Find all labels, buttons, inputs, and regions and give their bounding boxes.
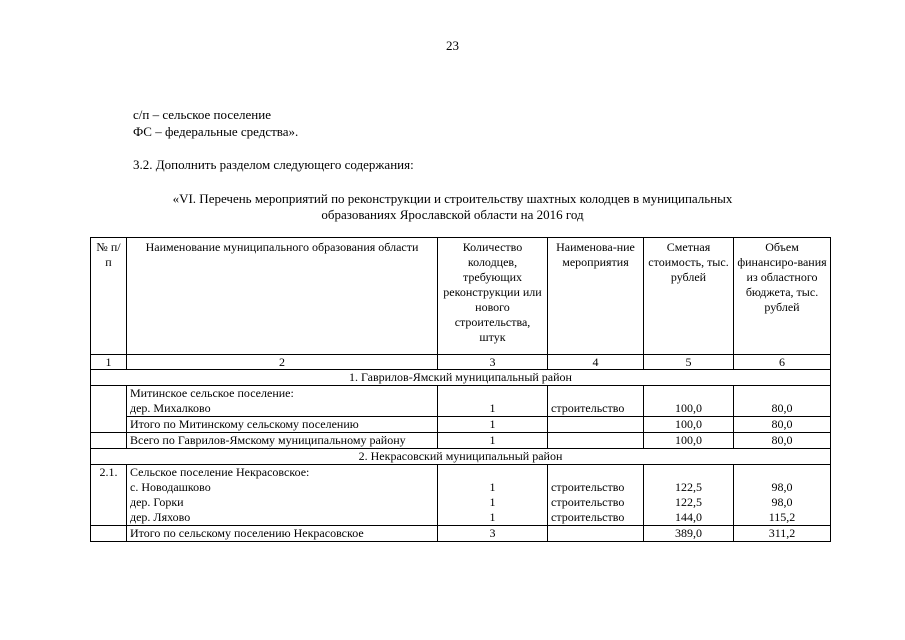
qty-value: 1 (489, 495, 496, 509)
header-wells-count: Количество колодцев, требующих реконструкции или нового строительства, штук (438, 238, 548, 355)
col-number: 3 (438, 355, 548, 370)
row-fund (734, 465, 831, 526)
cost-value: 144,0 (675, 510, 702, 524)
fund-value: 115,2 (768, 510, 796, 524)
village-name: дер. Горки (130, 495, 184, 509)
event-value: строительство (551, 480, 625, 494)
row-name: Итого по сельскому поселению Некрасовское (127, 526, 438, 542)
row-name: Итого по Митинскому сельскому поселению (127, 417, 438, 433)
row-qty: 1 (438, 433, 548, 449)
section-row (91, 370, 831, 386)
row-number (91, 433, 127, 449)
col-number: 1 (91, 355, 127, 370)
village-name: дер. Михалково (130, 401, 211, 415)
row-fund: 80,0 (734, 386, 831, 417)
row-qty: 1 (438, 386, 548, 417)
row-event (548, 526, 644, 542)
table-row (91, 433, 831, 449)
row-name (127, 465, 438, 526)
header-event: Наименова-ние мероприятия (548, 238, 644, 355)
row-number: 2.1. (91, 465, 127, 526)
col-number: 4 (548, 355, 644, 370)
row-number (91, 386, 127, 433)
header-num: № п/п (91, 238, 127, 355)
instruction-line: 3.2. Дополнить разделом следующего содержания: (133, 157, 414, 172)
header-municipality: Наименование муниципального образования области (127, 238, 438, 355)
row-qty: 3 (438, 526, 548, 542)
section-heading: 2. Некрасовский муниципальный район (91, 449, 831, 465)
qty-value: 1 (489, 480, 496, 494)
measures-table (90, 237, 831, 542)
table-row (91, 417, 831, 433)
table-row (91, 526, 831, 542)
abbrev-fs: ФС – федеральные средства». (133, 124, 299, 139)
table-header-row (91, 238, 831, 355)
row-fund: 311,2 (734, 526, 831, 542)
row-event (548, 433, 644, 449)
row-event: строительство (548, 386, 644, 417)
row-qty: 1 (438, 417, 548, 433)
header-funding: Объем финансиро-вания из областного бюджета, тыс. рублей (734, 238, 831, 355)
abbrev-sp: с/п – сельское поселение (133, 107, 271, 122)
row-cost: 100,0 (644, 386, 734, 417)
row-name: Всего по Гаврилов-Ямскому муниципальному району (127, 433, 438, 449)
settlement-name: Сельское поселение Некрасовское: (130, 465, 310, 479)
section-title: «VI. Перечень мероприятий по реконструкции и строительству шахтных колодцев в муниципальных образованиях Ярославской области на 2016 год (172, 191, 733, 222)
col-number: 6 (734, 355, 831, 370)
settlement-name: Митинское сельское поселение: (130, 386, 294, 400)
event-value: строительство (551, 510, 625, 524)
qty-value: 1 (489, 510, 496, 524)
header-cost: Сметная стоимость, тыс. рублей (644, 238, 734, 355)
event-value: строительство (551, 495, 625, 509)
village-name: дер. Ляхово (130, 510, 191, 524)
fund-value: 98,0 (771, 480, 793, 494)
table-row (91, 386, 831, 417)
row-name (127, 386, 438, 417)
row-fund: 80,0 (734, 417, 831, 433)
row-event (548, 465, 644, 526)
row-number (91, 526, 127, 542)
row-cost (644, 465, 734, 526)
row-fund: 80,0 (734, 433, 831, 449)
cost-value: 122,5 (675, 480, 702, 494)
row-cost: 100,0 (644, 417, 734, 433)
village-name: с. Новодашково (130, 480, 211, 494)
row-event (548, 417, 644, 433)
col-number: 2 (127, 355, 438, 370)
column-number-row (91, 355, 831, 370)
page-number: 23 (446, 38, 459, 53)
section-row (91, 449, 831, 465)
cost-value: 122,5 (675, 495, 702, 509)
row-qty (438, 465, 548, 526)
row-cost: 389,0 (644, 526, 734, 542)
col-number: 5 (644, 355, 734, 370)
row-cost: 100,0 (644, 433, 734, 449)
fund-value: 98,0 (771, 495, 793, 509)
table-row (91, 465, 831, 526)
section-heading: 1. Гаврилов-Ямский муниципальный район (91, 370, 831, 386)
